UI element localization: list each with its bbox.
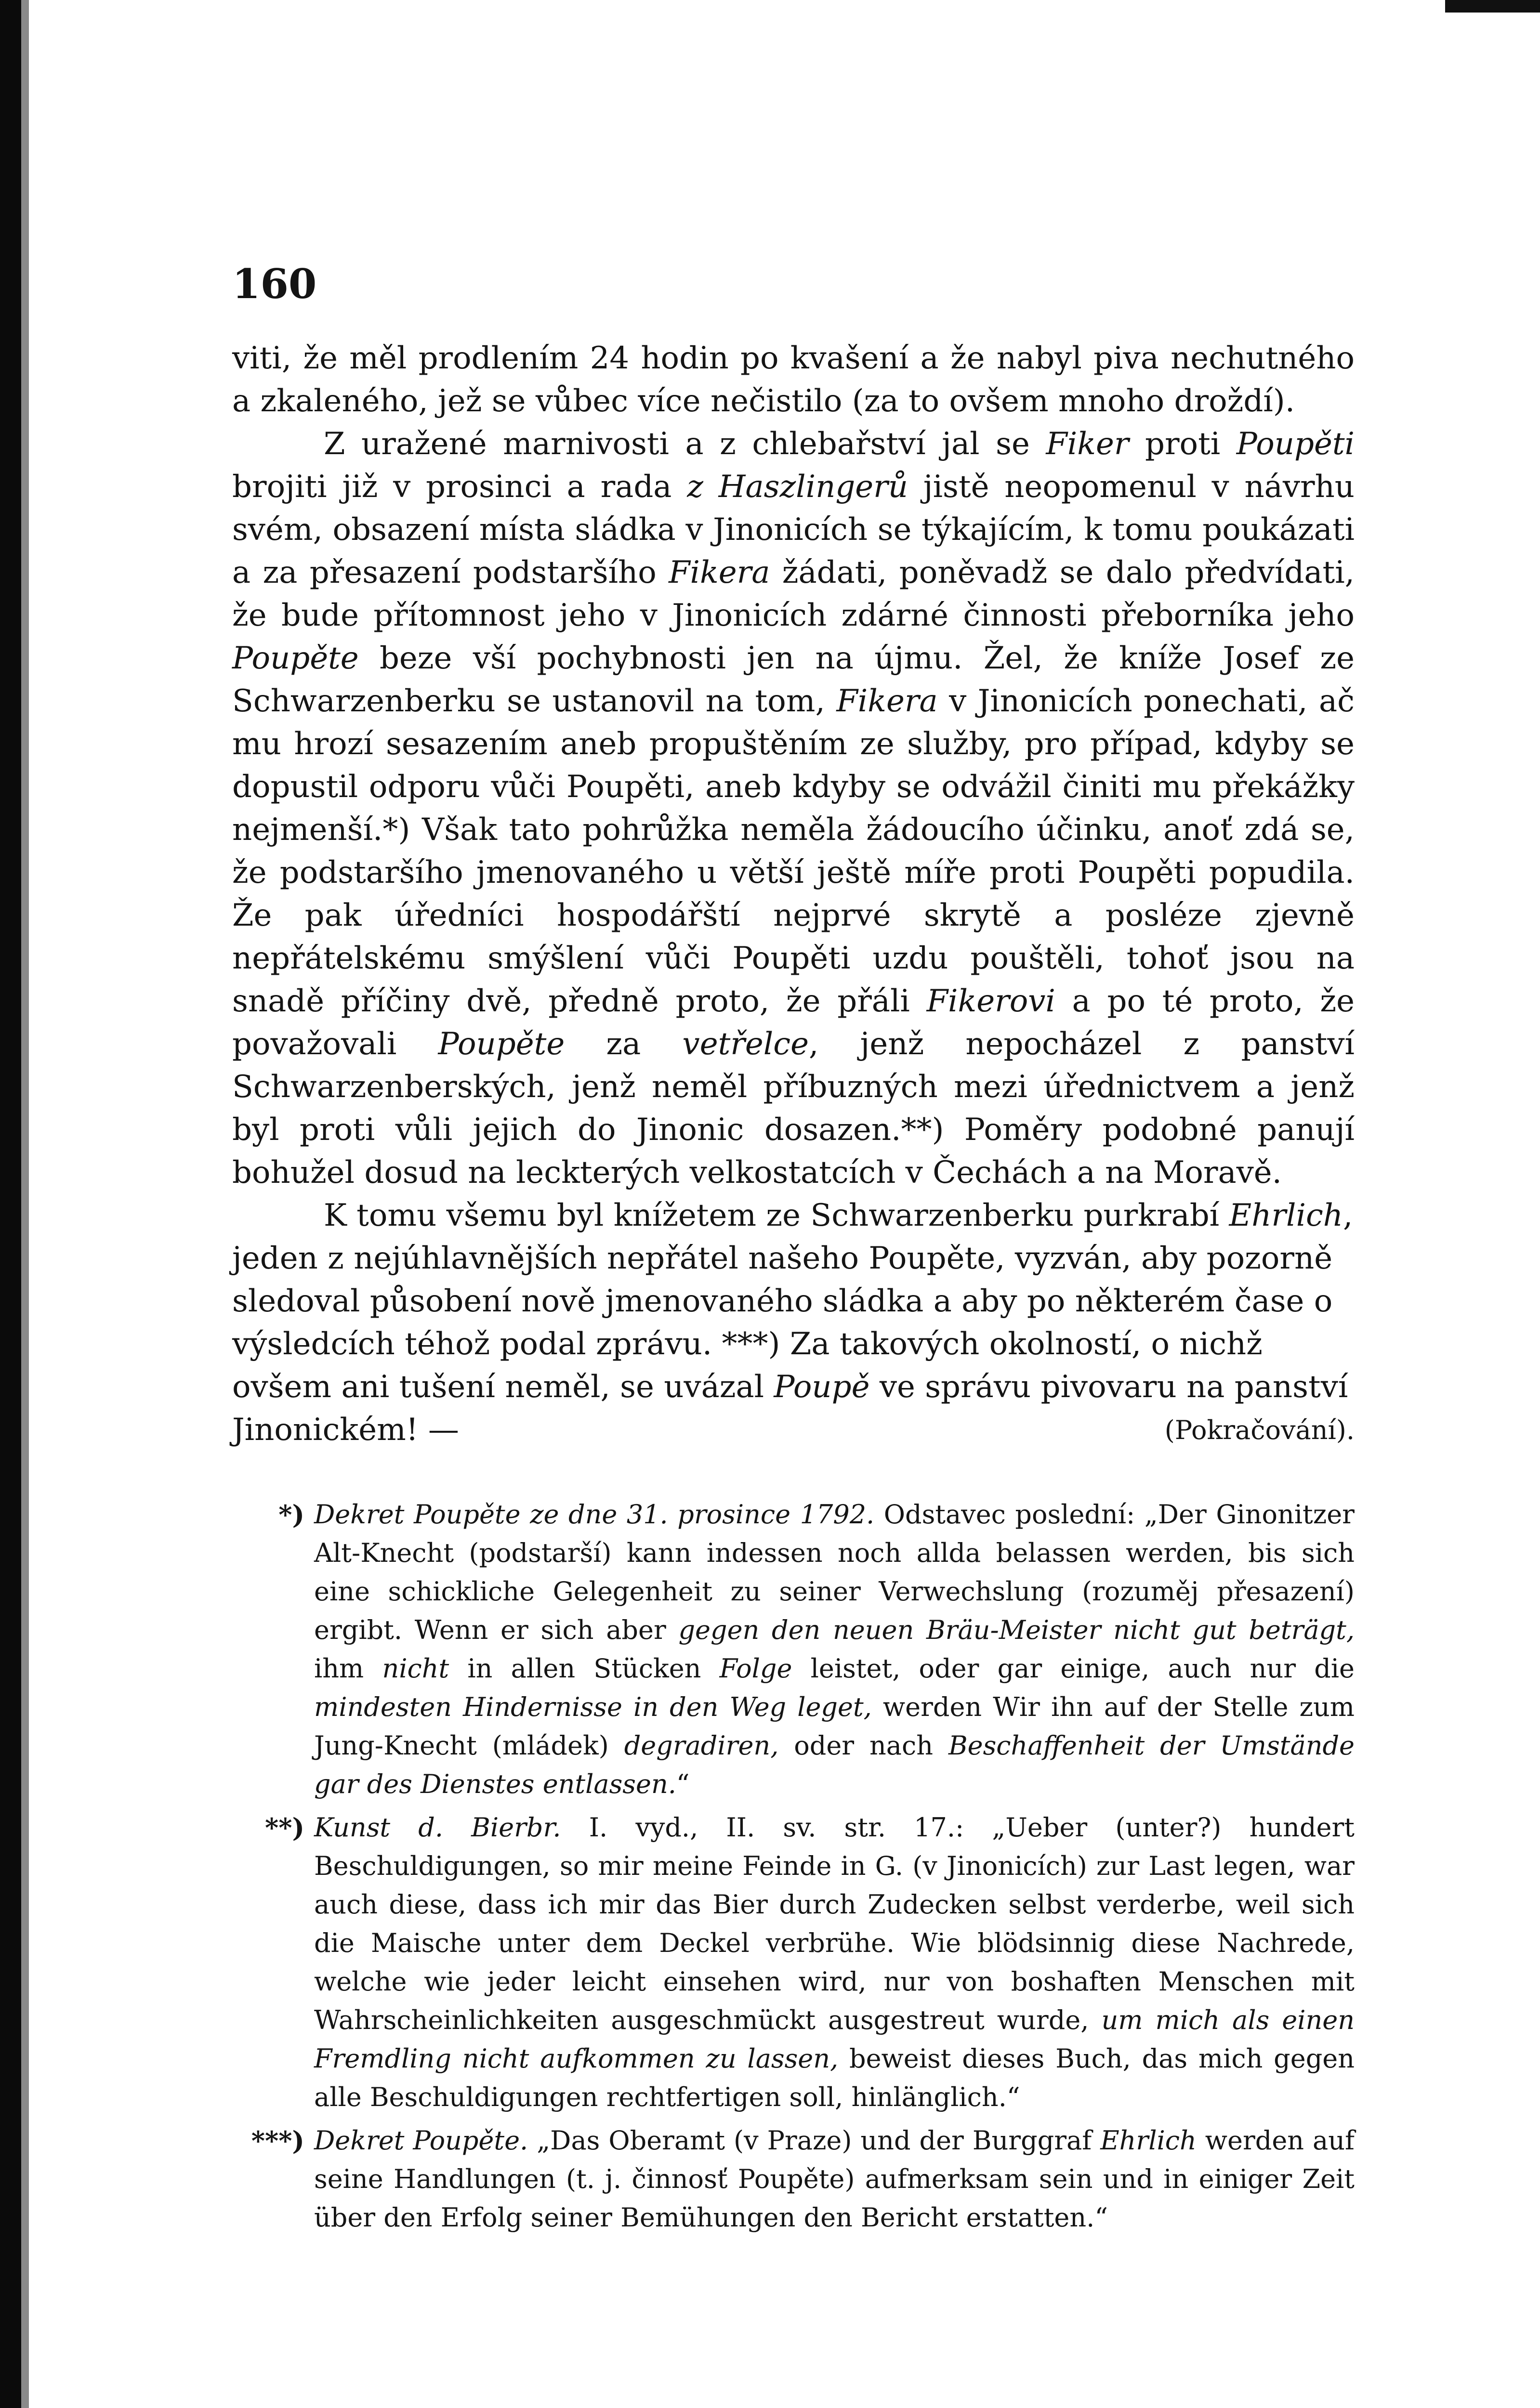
paragraph-3: K tomu všemu byl knížetem ze Schwarzenberku purkrabí Ehrlich, jeden z nejúhlavnějších nepřátel našeho Poupěte, vyzván, aby pozorně sledoval působení nově jmenovaného sládka a aby po některém čase o výsledcích téhož podal zprávu. ***) Za takových okolností, o nichž ovšem ani tušení neměl, se uvázal Poupě ve správu pivovaru na panství Jinonickém! — (Pokračování).	[232, 1194, 1355, 1452]
scan-top-edge	[1445, 0, 1540, 13]
footnote-mark: ***)	[251, 2125, 304, 2156]
paragraph-1: viti, že měl prodlením 24 hodin po kvašení a že nabyl piva nechutného a zkaleného, jež se vůbec více nečistilo (za to ovšem mnoho droždí).	[232, 340, 1355, 419]
footnotes	[232, 1495, 1355, 2242]
main-text	[232, 337, 1355, 1452]
footnote-3: ***) Dekret Poupěte. „Das Oberamt (v Praze) und der Burggraf Ehrlich werden auf seine Handlungen (t. j. činnosť Poupěte) aufmerksam sein und in einiger Zeit über den Erfolg seiner Bemühungen den Bericht erstatten.“	[232, 2121, 1355, 2237]
footnote-mark: *)	[278, 1499, 304, 1530]
scan-left-shadow	[21, 0, 29, 2408]
scan-left-border	[0, 0, 21, 2408]
footnote-2: **) Kunst d. Bierbr. I. vyd., II. sv. str. 17.: „Ueber (unter?) hundert Beschuldigungen, so mir meine Feinde in G. (v Jinonicích) zur Last legen, war auch diese, dass ich mir das Bier durch Zudecken selbst verderbe, weil sich die Maische unter dem Deckel verbrühe. Wie blödsinnig diese Nachrede, welche wie jeder leicht einsehen wird, nur von boshaften Menschen mit Wahrscheinlichkeiten ausgeschmückt ausgestreut wurde, um mich als einen Fremdling nicht aufkommen zu lassen, beweist dieses Buch, das mich gegen alle Beschuldigungen rechtfertigen soll, hinlänglich.“	[232, 1808, 1355, 2117]
footnote-mark: **)	[264, 1812, 304, 1843]
continuation-note: (Pokračování).	[1164, 1415, 1355, 1445]
page-number: 160	[232, 260, 317, 308]
paragraph-2: Z uražené marnivosti a z chlebařství jal se Fiker proti Poupěti brojiti již v prosinci a rada z Haszlingerů jistě neopomenul v návrhu svém, obsazení místa sládka v Jinonicích se týkajícím, k tomu poukázati a za přesazení podstaršího Fikera žádati, poněvadž se dalo předvídati, že bude přítomnost jeho v Jinonicích zdárné činnosti přeborníka jeho Poupěte beze vší pochybnosti jen na újmu. Žel, že kníže Josef ze Schwarzenberku se ustanovil na tom, Fikera v Jinonicích ponechati, ač mu hrozí sesazením aneb propuštěním ze služby, pro případ, kdyby se dopustil odporu vůči Poupěti, aneb kdyby se odvážil činiti mu překážky nejmenší.*) Však tato pohrůžka neměla žádoucího účinku, anoť zdá se, že podstaršího jmenovaného u větší ještě míře proti Poupěti popudila. Že pak úředníci hospodářští nejprvé skrytě a posléze zjevně nepřátelskému smýšlení vůči Poupěti uzdu pouštěli, tohoť jsou na snadě příčiny dvě, předně proto, že přáli Fikerovi a po té proto, že považovali Poupěte za vetřelce, jenž nepocházel z panství Schwarzenberských, jenž neměl příbuzných mezi úřednictvem a jenž byl proti vůli jejich do Jinonic dosazen.**) Poměry podobné panují bohužel dosud na leckterých velkostatcích v Čechách a na Moravě.	[232, 426, 1355, 1191]
footnote-1: *) Dekret Poupěte ze dne 31. prosince 1792. Odstavec poslední: „Der Ginonitzer Alt-Knecht (podstarší) kann indessen noch allda belassen werden, bis sich eine schickliche Gelegenheit zu seiner Verwechslung (rozuměj přesazení) ergibt. Wenn er sich aber gegen den neuen Bräu-Meister nicht gut beträgt, ihm nicht in allen Stücken Folge leistet, oder gar einige, auch nur die mindesten Hindernisse in den Weg leget, werden Wir ihn auf der Stelle zum Jung-Knecht (mládek) degradiren, oder nach Beschaffenheit der Umstände gar des Dienstes entlassen.“	[232, 1495, 1355, 1804]
